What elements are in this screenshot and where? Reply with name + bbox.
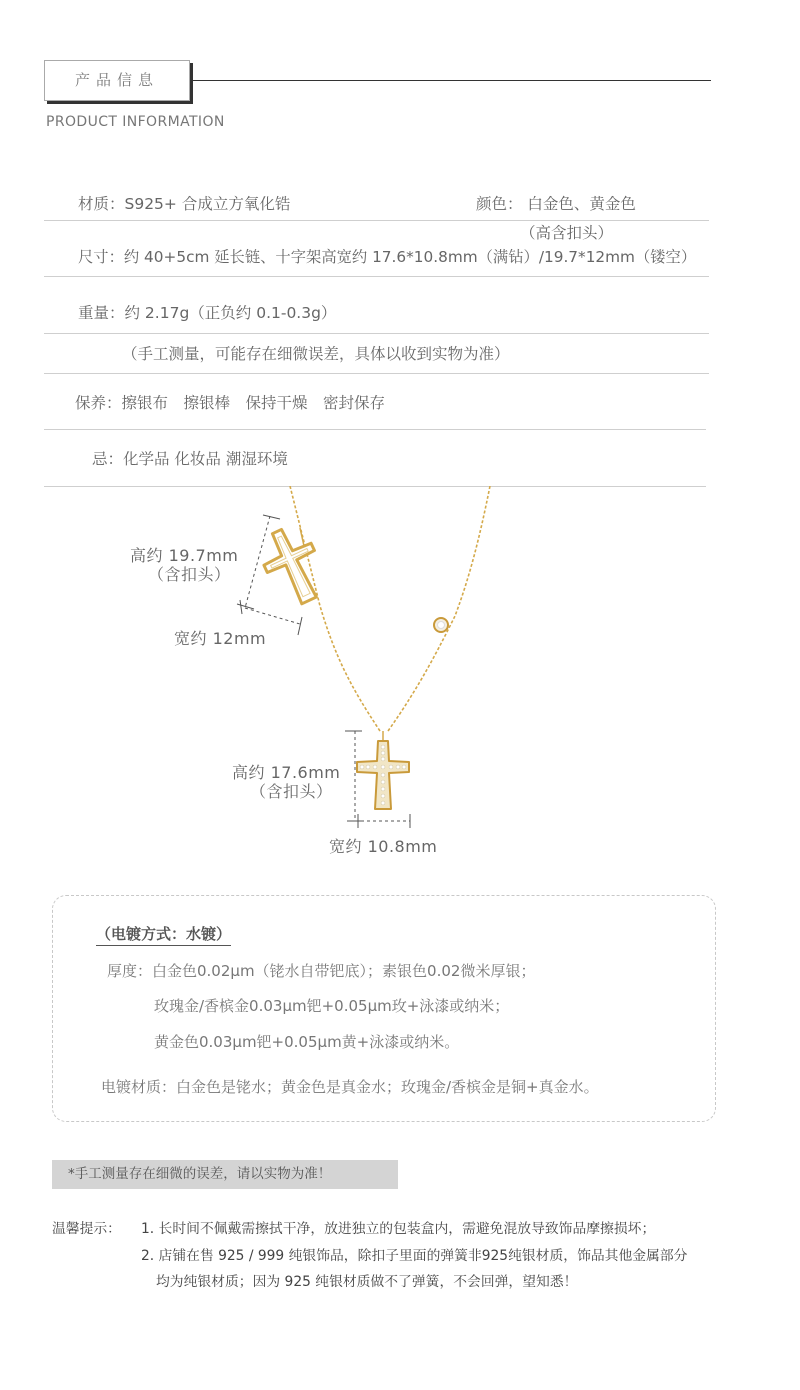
plating-material: 电镀材质：白金色是铑水；黄金色是真金水；玫瑰金/香槟金是铜+真金水。 xyxy=(101,1078,599,1096)
tips-label: 温馨提示： xyxy=(52,1221,121,1237)
tip-item-2a: 2. 店铺在售 925 / 999 纯银饰品，除扣子里面的弹簧非925纯银材质，饰品其他金属部分 xyxy=(141,1248,688,1264)
divider xyxy=(44,276,709,277)
hollow-dimension-lines xyxy=(237,515,302,635)
chain-left xyxy=(290,486,380,731)
diamond-cross xyxy=(357,731,409,809)
measure-note: （手工测量，可能存在细微误差，具体以收到实物为准） xyxy=(122,345,510,363)
size-text: 尺寸：约 40+5cm 延长链、十字架高宽约 17.6*10.8mm（满钻）/19.7*12mm（镂空） xyxy=(78,248,697,266)
hollow-height-note: （含扣头） xyxy=(148,565,231,584)
full-width-label: 宽约 10.8mm xyxy=(329,837,438,856)
plating-thickness-2: 玫瑰金/香槟金0.03μm钯+0.05μm玫+泳漆或纳米； xyxy=(154,997,510,1015)
hollow-height-label: 高约 19.7mm xyxy=(130,546,239,565)
avoid-text: 忌：化学品 化妆品 潮湿环境 xyxy=(92,450,288,468)
section-title: 产品信息 xyxy=(74,71,159,89)
necklace-image xyxy=(0,486,800,866)
full-height-note: （含扣头） xyxy=(250,782,333,801)
color-text: 颜色： 白金色、黄金色 xyxy=(476,195,636,213)
section-subtitle: PRODUCT INFORMATION xyxy=(46,114,225,130)
plating-heading: （电镀方式：水镀） xyxy=(96,923,231,946)
color-note: （高含扣头） xyxy=(520,224,614,242)
plating-thickness-1: 厚度：白金色0.02μm（铑水自带钯底）；素银色0.02微米厚银； xyxy=(107,962,536,980)
material-text: 材质：S925+ 合成立方氧化锆 xyxy=(78,195,291,213)
hollow-width-label: 宽约 12mm xyxy=(174,629,267,648)
full-height-label: 高约 17.6mm xyxy=(232,763,341,782)
divider xyxy=(44,333,709,334)
weight-text: 重量：约 2.17g（正负约 0.1-0.3g） xyxy=(78,304,337,322)
title-rule xyxy=(193,80,711,81)
care-text: 保养：擦银布 擦银棒 保持干燥 密封保存 xyxy=(75,394,386,412)
divider xyxy=(44,373,709,374)
tip-item-1: 1. 长时间不佩戴需擦拭干净，放进独立的包装盒内，需避免混放导致饰品摩擦损坏； xyxy=(141,1221,656,1237)
divider xyxy=(44,429,706,430)
note-text: *手工测量存在细微的误差，请以实物为准！ xyxy=(68,1166,332,1182)
chain-right xyxy=(388,486,490,731)
tip-item-2b: 均为纯银材质；因为 925 纯银材质做不了弹簧，不会回弹，望知悉！ xyxy=(156,1274,578,1290)
plating-thickness-3: 黄金色0.03μm钯+0.05μm黄+泳漆或纳米。 xyxy=(154,1033,460,1051)
